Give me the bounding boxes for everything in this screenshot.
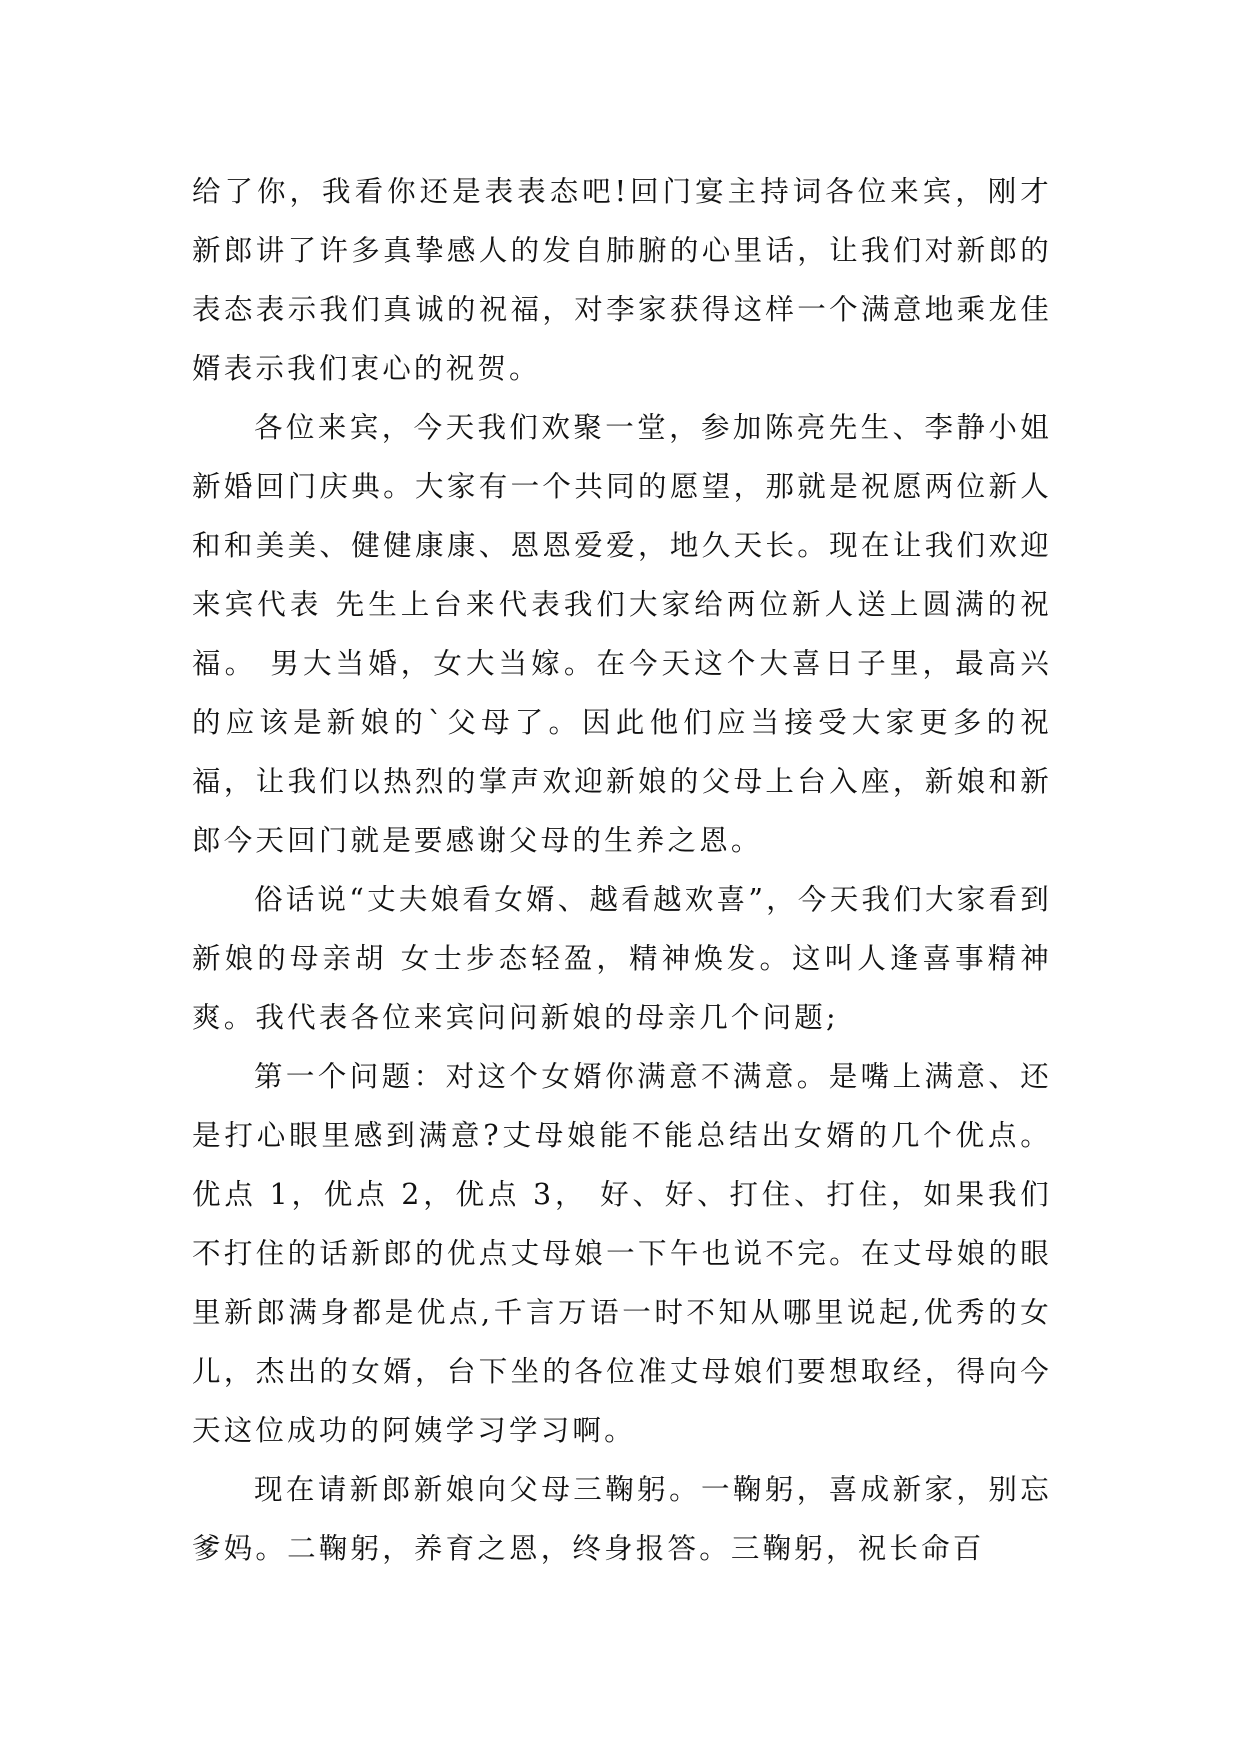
paragraph-4: 第一个问题：对这个女婿你满意不满意。是嘴上满意、还是打心眼里感到满意?丈母娘能不能总结出女婿的几个优点。优点 1，优点 2，优点 3， 好、好、打住、打住，如果我们不打住的话新郎的优点丈母娘一下午也说不完。在丈母娘的眼里新郎满身都是优点,千言万语一时不知从哪里说起,优秀的女儿，杰出的女婿，台下坐的各位准丈母娘们要想取经，得向今天这位成功的阿姨学习学习啊。 — [192, 1060, 1052, 1447]
paragraph-5: 现在请新郎新娘向父母三鞠躬。一鞠躬，喜成新家，别忘爹妈。二鞠躬，养育之恩，终身报答。三鞠躬，祝长命百 — [192, 1473, 1052, 1565]
paragraph-1: 给了你，我看你还是表表态吧!回门宴主持词各位来宾，刚才新郎讲了许多真挚感人的发自肺腑的心里话，让我们对新郎的表态表示我们真诚的祝福，对李家获得这样一个满意地乘龙佳婿表示我们衷心的祝贺。 — [192, 175, 1052, 385]
paragraph-3: 俗话说“丈夫娘看女婿、越看越欢喜”，今天我们大家看到新娘的母亲胡 女士步态轻盈，精神焕发。这叫人逢喜事精神爽。我代表各位来宾问问新娘的母亲几个问题; — [192, 883, 1052, 1034]
paragraph-2: 各位来宾，今天我们欢聚一堂，参加陈亮先生、李静小姐新婚回门庆典。大家有一个共同的愿望，那就是祝愿两位新人和和美美、健健康康、恩恩爱爱，地久天长。现在让我们欢迎来宾代表 先生上台来代表我们大家给两位新人送上圆满的祝福。 男大当婚，女大当嫁。在今天这个大喜日子里，最高兴的应该是新娘的`父母了。因此他们应当接受大家更多的祝福，让我们以热烈的掌声欢迎新娘的父母上台入座，新娘和新郎今天回门就是要感谢父母的生养之恩。 — [192, 411, 1052, 857]
document-body — [192, 162, 1052, 1578]
